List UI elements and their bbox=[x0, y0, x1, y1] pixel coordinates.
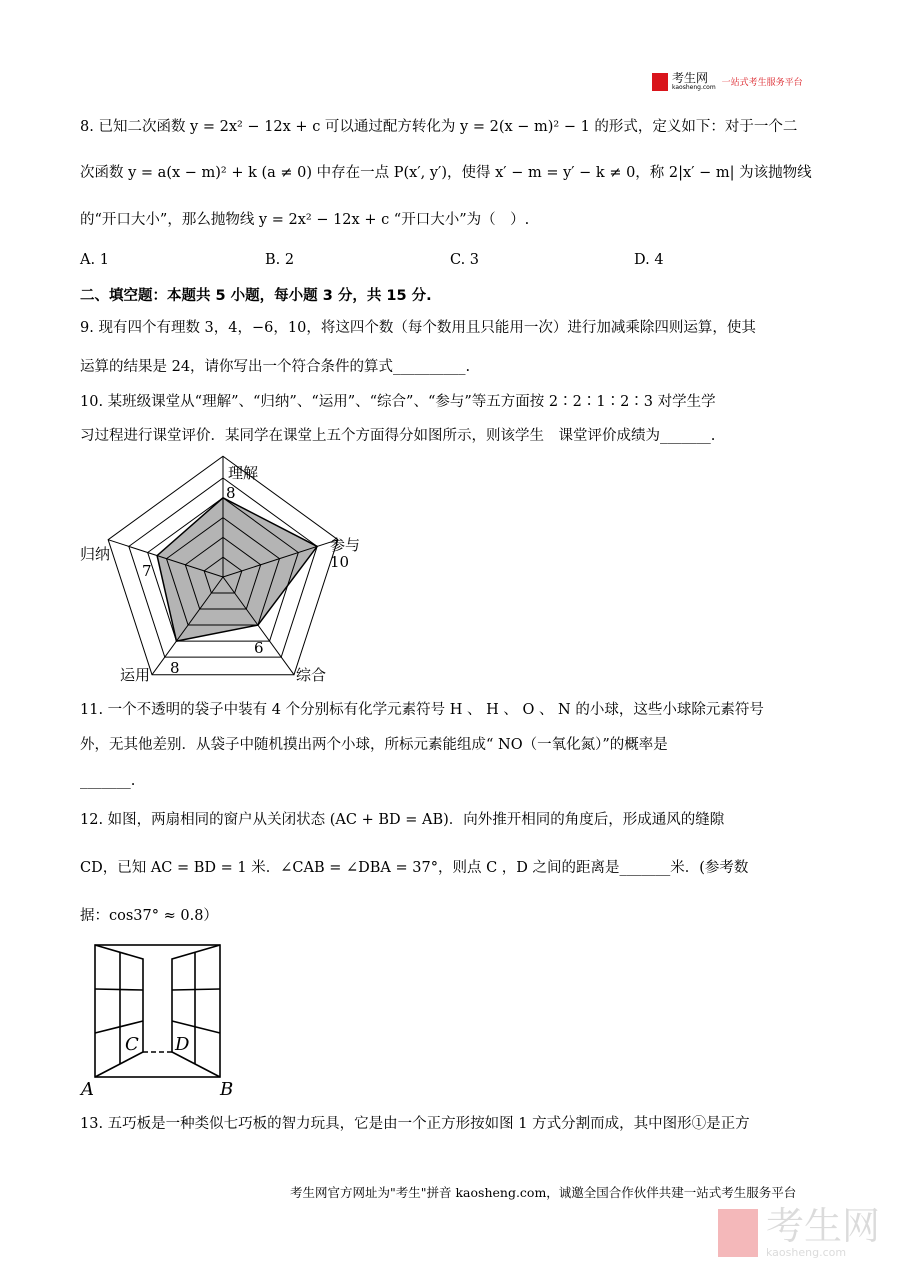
radar-value-label: 8 bbox=[170, 659, 180, 677]
radar-axis-label: 理解 bbox=[228, 464, 259, 482]
watermark-name: 考生网 bbox=[766, 1204, 881, 1248]
q8-option-b: B. 2 bbox=[265, 252, 295, 268]
label-d: D bbox=[175, 1034, 190, 1055]
q9-line-1: 9. 现有四个有理数 3，4，−6，10，将这四个数（每个数用且只能用一次）进行加减乘除四则运算，使其 bbox=[80, 320, 756, 336]
window-diagram bbox=[75, 935, 245, 1100]
q8-line-3: 的“开口大小”，那么抛物线 y = 2x² − 12x + c “开口大小”为（ ）. bbox=[80, 212, 530, 228]
q12-line-1: 12. 如图，两扇相同的窗户从关闭状态 (AC + BD = AB)．向外推开相同的角度后，形成通风的缝隙 bbox=[80, 812, 725, 828]
q11-line-2: 外，无其他差别．从袋子中随机摸出两个小球，所标元素能组成“ NO（一氧化氮）”的概率是 bbox=[80, 737, 668, 753]
watermark-domain: kaosheng.com bbox=[766, 1246, 847, 1259]
q12-line-3: 据：cos37° ≈ 0.8） bbox=[80, 908, 218, 924]
q8-option-c: C. 3 bbox=[450, 252, 480, 268]
footer-text: 考生网官方网址为"考生"拼音 kaosheng.com，诚邀全国合作伙伴共建一站式考生服务平台 bbox=[290, 1185, 797, 1200]
q8-option-d: D. 4 bbox=[634, 252, 664, 268]
q12-line-2: CD，已知 AC = BD = 1 米．∠CAB = ∠DBA = 37°，则点 C ，D 之间的距离是_______米．(参考数 bbox=[80, 860, 749, 876]
radar-axis-label: 运用 bbox=[120, 666, 151, 684]
radar-value-label: 8 bbox=[226, 484, 236, 502]
logo-name: 考生网 bbox=[672, 71, 709, 85]
q10-line-1: 10. 某班级课堂从“理解”、“归纳”、“运用”、“综合”、“参与”等五方面按 2∶2∶1∶2∶3 对学生学 bbox=[80, 394, 716, 410]
radar-value-label: 10 bbox=[330, 553, 350, 571]
radar-axis-label: 归纳 bbox=[80, 545, 111, 563]
radar-axis-label: 综合 bbox=[296, 666, 327, 684]
header-slogan: 一站式考生服务平台 bbox=[721, 78, 803, 88]
radar-value-label: 6 bbox=[254, 639, 264, 657]
watermark-logo bbox=[718, 1206, 880, 1259]
logo-domain: kaosheng.com bbox=[672, 84, 716, 91]
watermark-icon bbox=[718, 1209, 758, 1257]
q10-line-2: 习过程进行课堂评价．某同学在课堂上五个方面得分如图所示，则该学生 课堂评价成绩为_______. bbox=[80, 428, 716, 444]
q8-line-2: 次函数 y = a(x − m)² + k (a ≠ 0) 中存在一点 P(x′, y′)，使得 x′ − m = y′ − k ≠ 0，称 2|x′ − m| 为该抛物线 bbox=[80, 165, 812, 181]
q11-line-1: 11. 一个不透明的袋子中装有 4 个分别标有化学元素符号 H 、 H 、 O 、 N 的小球，这些小球除元素符号 bbox=[80, 702, 764, 718]
q8-option-a: A. 1 bbox=[80, 252, 109, 268]
radar-value-label: 7 bbox=[142, 562, 152, 580]
label-b: B bbox=[220, 1079, 234, 1100]
label-c: C bbox=[125, 1034, 139, 1055]
q11-line-3: _______. bbox=[80, 773, 136, 789]
section-heading: 二、填空题：本题共 5 小题，每小题 3 分，共 15 分. bbox=[80, 288, 432, 304]
q9-line-2: 运算的结果是 24，请你写出一个符合条件的算式__________. bbox=[80, 359, 471, 375]
radar-axis-label: 参与 bbox=[330, 536, 361, 554]
q13-line-1: 13. 五巧板是一种类似七巧板的智力玩具，它是由一个正方形按如图 1 方式分割而成，其中图形①是正方 bbox=[80, 1116, 750, 1132]
label-a: A bbox=[81, 1079, 94, 1100]
q8-line-1: 8. 已知二次函数 y = 2x² − 12x + c 可以通过配方转化为 y = 2(x − m)² − 1 的形式，定义如下：对于一个二 bbox=[80, 119, 798, 135]
